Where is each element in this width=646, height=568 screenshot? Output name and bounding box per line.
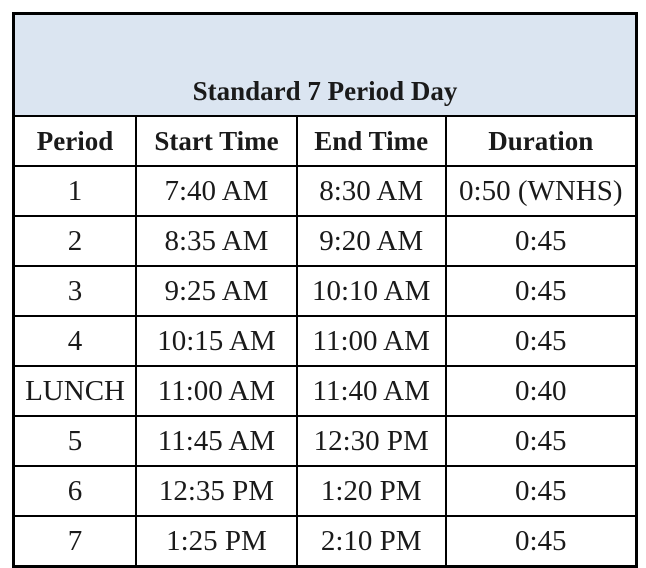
end-time-cell: 9:20 AM [297,216,446,266]
period-cell: 4 [14,316,137,366]
table-row [14,166,637,216]
period-cell: 5 [14,416,137,466]
period-cell: 3 [14,266,137,316]
table-row [14,266,637,316]
end-time-cell: 10:10 AM [297,266,446,316]
duration-cell: 0:50 (WNHS) [446,166,637,216]
title-row [14,14,637,117]
period-cell: 6 [14,466,137,516]
duration-cell: 0:45 [446,316,637,366]
start-time-cell: 1:25 PM [136,516,297,567]
table-row [14,366,637,416]
duration-cell: 0:45 [446,266,637,316]
table-row [14,516,637,567]
duration-cell: 0:45 [446,416,637,466]
start-time-cell: 8:35 AM [136,216,297,266]
table-row [14,316,637,366]
header-duration: Duration [446,116,637,166]
end-time-cell: 2:10 PM [297,516,446,567]
end-time-cell: 11:00 AM [297,316,446,366]
end-time-cell: 8:30 AM [297,166,446,216]
table-title: Standard 7 Period Day [14,14,637,117]
start-time-cell: 11:00 AM [136,366,297,416]
header-period: Period [14,116,137,166]
start-time-cell: 9:25 AM [136,266,297,316]
start-time-cell: 10:15 AM [136,316,297,366]
duration-cell: 0:45 [446,216,637,266]
period-cell: 2 [14,216,137,266]
table-row [14,216,637,266]
period-cell: LUNCH [14,366,137,416]
header-start-time: Start Time [136,116,297,166]
start-time-cell: 7:40 AM [136,166,297,216]
duration-cell: 0:40 [446,366,637,416]
duration-cell: 0:45 [446,516,637,567]
header-end-time: End Time [297,116,446,166]
period-cell: 7 [14,516,137,567]
table-row [14,466,637,516]
end-time-cell: 1:20 PM [297,466,446,516]
start-time-cell: 11:45 AM [136,416,297,466]
start-time-cell: 12:35 PM [136,466,297,516]
table-row [14,416,637,466]
period-schedule-table [12,12,638,568]
duration-cell: 0:45 [446,466,637,516]
end-time-cell: 12:30 PM [297,416,446,466]
period-cell: 1 [14,166,137,216]
end-time-cell: 11:40 AM [297,366,446,416]
header-row [14,116,637,166]
